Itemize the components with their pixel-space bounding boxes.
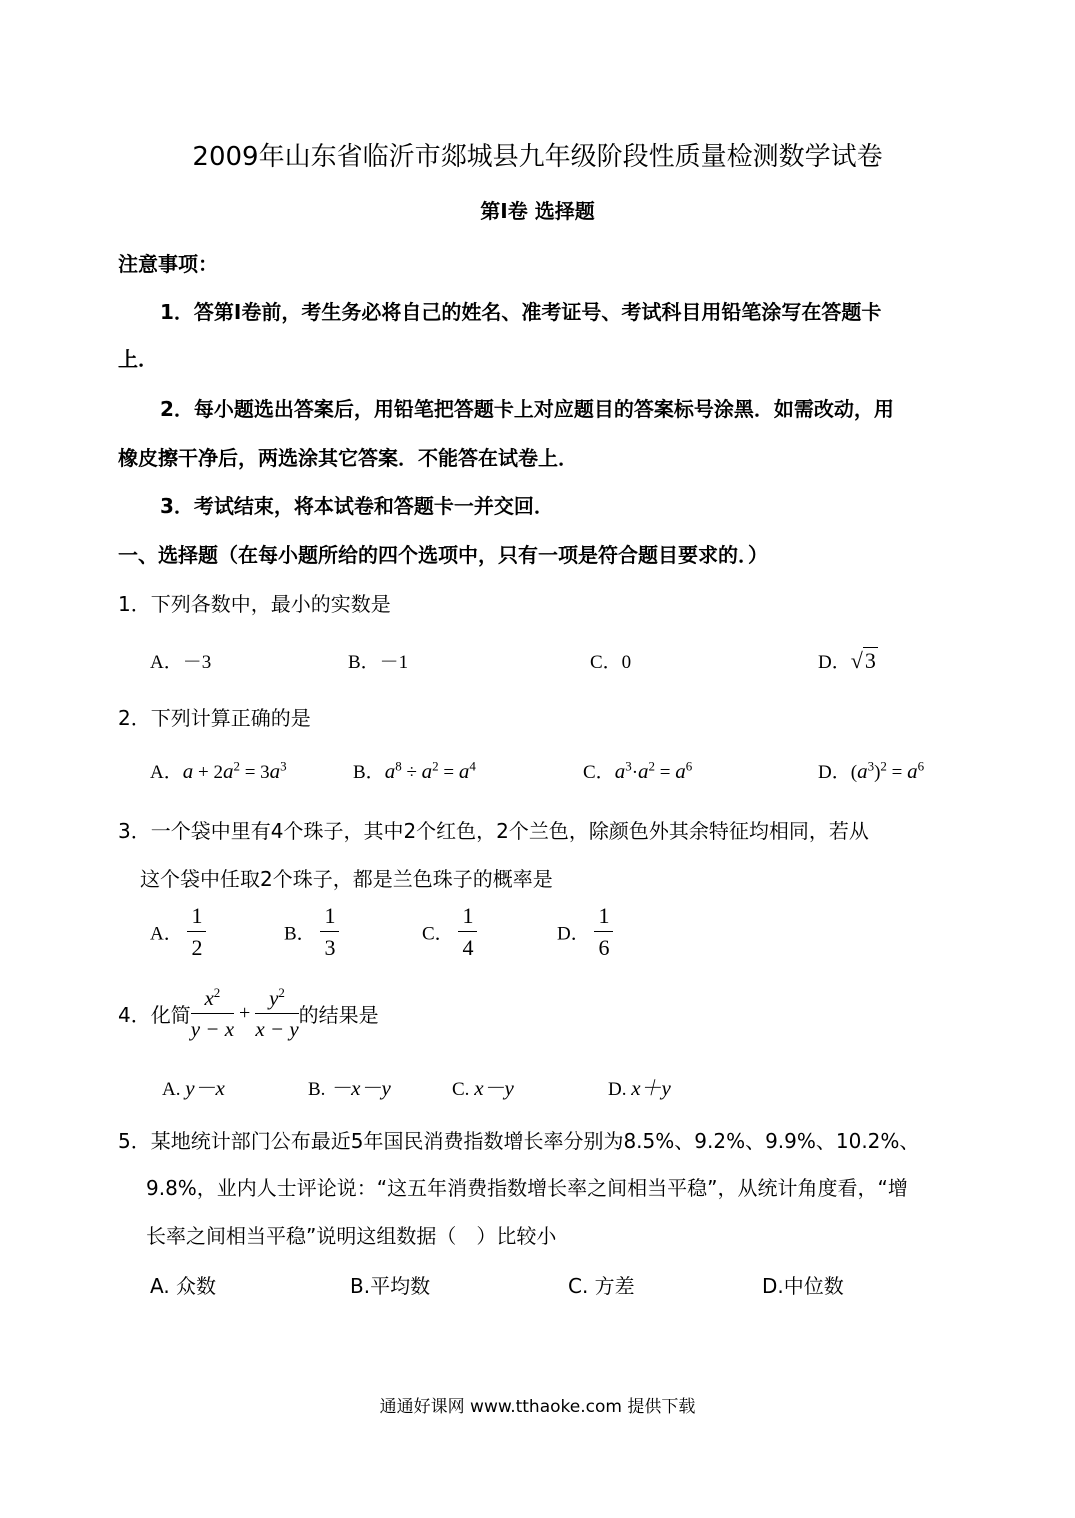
page-title: 2009年山东省临沂市郯城县九年级阶段性质量检测数学试卷 [192, 142, 883, 172]
notice-item-2-line-2: 橡皮擦干净后，两选涂其它答案．不能答在试卷上． [118, 446, 578, 470]
question-3-option-d: D． $\frac{1}{6}$ [557, 903, 613, 961]
section-heading: 一、选择题（在每小题所给的四个选项中，只有一项是符合题目要求的．） [118, 543, 768, 567]
question-5-option-c: C. 方差 [568, 1274, 635, 1298]
question-4-option-b: B. －x－y [308, 1076, 391, 1100]
question-5-stem-line-1: 5．某地统计部门公布最近5年国民消费指数增长率分别为8.5%、9.2%、9.9%、10.2%、 [118, 1129, 920, 1153]
question-1-option-a: A．－3 [150, 652, 212, 673]
notice-heading: 注意事项： [118, 252, 218, 276]
question-5-option-a: A. 众数 [150, 1274, 217, 1298]
footer-credit: 通通好课网 www.tthaoke.com 提供下载 [379, 1397, 696, 1417]
question-3-option-c: C． $\frac{1}{4}$ [422, 903, 477, 961]
question-2-stem: 2．下列计算正确的是 [118, 706, 311, 730]
notice-item-1-line-1: 1．答第Ⅰ卷前，考生务必将自己的姓名、准考证号、考试科目用铅笔涂写在答题卡 [160, 300, 882, 324]
question-1-option-b: B．－1 [348, 652, 409, 673]
question-3-stem-line-1: 3．一个袋中里有4个珠子，其中2个红色，2个兰色，除颜色外其余特征均相同，若从 [118, 819, 869, 843]
question-2-option-c: C．$a^3\cdot a^2 = a^6$ [583, 758, 693, 783]
section-subtitle: 第Ⅰ卷 选择题 [480, 199, 595, 223]
question-3-option-a: A． $\frac{1}{2}$ [150, 903, 206, 961]
question-4-option-c: C. x－y [452, 1076, 514, 1100]
question-4-stem: 4．化简 $\frac{x^2}{y - x}$ + $\frac{y^2}{x - y}$ 的结果是 [118, 985, 379, 1041]
question-2-option-a: A．$a + 2a^2 = 3a^3$ [150, 758, 287, 783]
question-5-option-b: B.平均数 [350, 1274, 431, 1298]
question-2-option-d: D．$(a^3)^2 = a^6$ [818, 758, 925, 783]
question-1-stem: 1．下列各数中，最小的实数是 [118, 592, 391, 616]
question-4-option-a: A. y－x [162, 1076, 225, 1100]
question-2-option-b: B．$a^8 \div a^2 = a^4$ [353, 758, 476, 783]
notice-item-2-line-1: 2．每小题选出答案后，用铅笔把答题卡上对应题目的答案标号涂黑．如需改动，用 [160, 397, 894, 421]
question-1-option-d: D．√3 [818, 648, 876, 673]
question-4-option-d: D. x＋y [608, 1076, 671, 1100]
question-1-option-c: C．0 [590, 652, 632, 673]
question-3-option-b: B． $\frac{1}{3}$ [284, 903, 339, 961]
question-5-stem-line-2: 9.8%，业内人士评论说：“这五年消费指数增长率之间相当平稳”，从统计角度看，“增 [146, 1176, 908, 1200]
notice-item-3: 3．考试结束，将本试卷和答题卡一并交回． [160, 494, 554, 518]
question-5-stem-line-3: 长率之间相当平稳”说明这组数据（ ）比较小 [146, 1224, 557, 1248]
question-3-stem-line-2: 这个袋中任取2个珠子，都是兰色珠子的概率是 [140, 867, 553, 891]
question-5-option-d: D.中位数 [762, 1274, 844, 1298]
notice-item-1-line-2: 上． [118, 347, 158, 371]
